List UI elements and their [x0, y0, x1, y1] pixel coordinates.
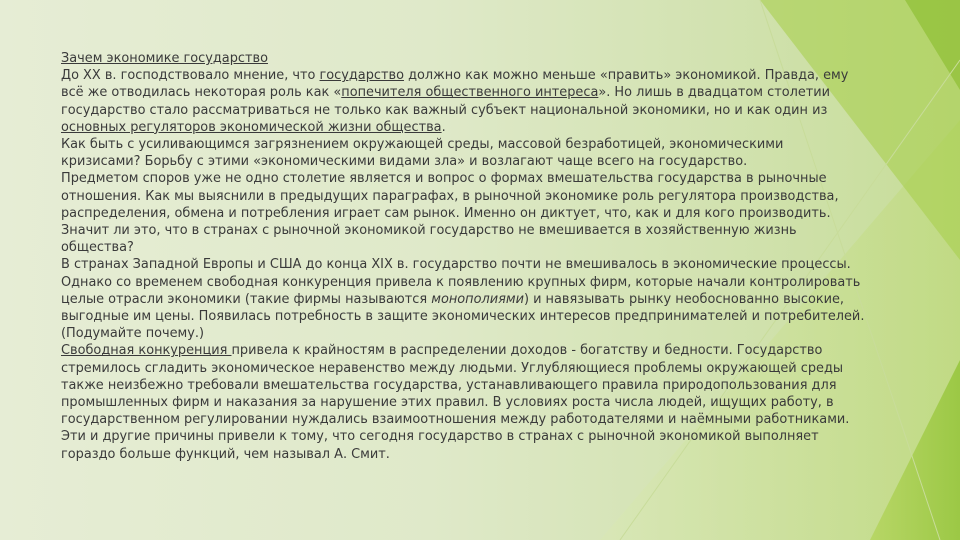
- text-segment: .: [441, 119, 446, 135]
- text-segment: стремилось сгладить экономическое неравенство между людьми. Углубляющиеся проблемы окружающей среды: [61, 360, 844, 376]
- text-line: [61, 274, 941, 291]
- slide-text: [61, 50, 941, 463]
- text-line: [61, 377, 941, 394]
- text-line: [61, 342, 941, 359]
- text-line: [61, 119, 941, 136]
- text-segment: привела к крайностям в распределении доходов - богатству и бедности. Государство: [231, 343, 823, 359]
- text-line: [61, 239, 941, 256]
- text-segment: целые отрасли экономики (такие фирмы называются: [61, 291, 432, 307]
- text-line: [61, 291, 941, 308]
- text-line: [61, 411, 941, 428]
- text-line: [61, 446, 941, 463]
- text-segment: государство стало рассматриваться не только как важный субъект национальной экономики, но и как один из: [61, 102, 828, 118]
- underlined-text: основных регуляторов экономической жизни общества: [61, 119, 442, 135]
- text-segment: Предметом споров уже не одно столетие является и вопрос о формах вмешательства государства в рыночные: [61, 171, 827, 187]
- text-line: [61, 205, 941, 222]
- underlined-text: Зачем экономике государство: [61, 51, 268, 66]
- text-segment: кризисами? Борьбу с этими «экономическими видами зла» и возлагают чаще всего на государство.: [61, 154, 748, 170]
- text-line: [61, 428, 941, 445]
- underlined-text: Свободная конкуренция: [61, 343, 232, 359]
- underlined-text: государство: [319, 68, 404, 84]
- text-line: [61, 170, 941, 187]
- text-segment: распределения, обмена и потребления играет сам рынок. Именно он диктует, что, как и для кого производить.: [61, 205, 831, 221]
- text-line: [61, 360, 941, 377]
- text-segment: отношения. Как мы выяснили в предыдущих параграфах, в рыночной экономике роль регулятора производства,: [61, 188, 839, 204]
- text-line: [61, 136, 941, 153]
- text-line: [61, 188, 941, 205]
- text-segment: (Подумайте почему.): [61, 326, 205, 342]
- text-line: [61, 394, 941, 411]
- text-segment: всё же отводилась некоторая роль как «: [61, 85, 342, 101]
- text-segment: промышленных фирм и наказания за нарушение этих правил. В условиях роста числа людей, ищущих работу, в: [61, 395, 834, 411]
- text-line: [61, 308, 941, 325]
- text-line: [61, 67, 941, 84]
- text-segment: должно как можно меньше «править» экономикой. Правда, ему: [403, 68, 849, 84]
- text-segment: гораздо больше функций, чем называл А. Смит.: [61, 446, 390, 462]
- text-line: [61, 84, 941, 101]
- text-segment: также неизбежно требовали вмешательства государства, устанавливающего правила природопользования для: [61, 377, 837, 393]
- text-segment: Эти и другие причины привели к тому, что сегодня государство в странах с рыночной экономикой выполняет: [61, 429, 819, 445]
- italic-text: монополиями: [431, 291, 524, 307]
- text-line: [61, 102, 941, 119]
- text-line: [61, 256, 941, 273]
- text-line: [61, 325, 941, 342]
- underlined-text: попечителя общественного интереса: [341, 85, 599, 101]
- text-line: [61, 222, 941, 239]
- text-segment: До XX в. господствовало мнение, что: [61, 68, 320, 84]
- text-segment: ». Но лишь в двадцатом столетии: [598, 85, 831, 101]
- text-segment: выгодные им цены. Появилась потребность в защите экономических интересов предпринимателей и потребителей.: [61, 309, 865, 325]
- text-segment: Однако со временем свободная конкуренция привела к появлению крупных фирм, которые начали контролировать: [61, 274, 861, 290]
- text-segment: общества?: [61, 240, 134, 256]
- text-segment: ) и навязывать рынку необоснованно высокие,: [523, 291, 845, 307]
- text-line: [61, 153, 941, 170]
- text-segment: Как быть с усиливающимся загрязнением окружающей среды, массовой безработицей, экономическими: [61, 137, 784, 153]
- text-segment: Значит ли это, что в странах с рыночной экономикой государство не вмешивается в хозяйственную жизнь: [61, 223, 797, 239]
- text-line: [61, 50, 941, 67]
- text-segment: государственном регулировании нуждались взаимоотношения между работодателями и наёмными работниками.: [61, 412, 850, 428]
- text-segment: В странах Западной Европы и США до конца XIX в. государство почти не вмешивалось в экономические процессы.: [61, 257, 851, 273]
